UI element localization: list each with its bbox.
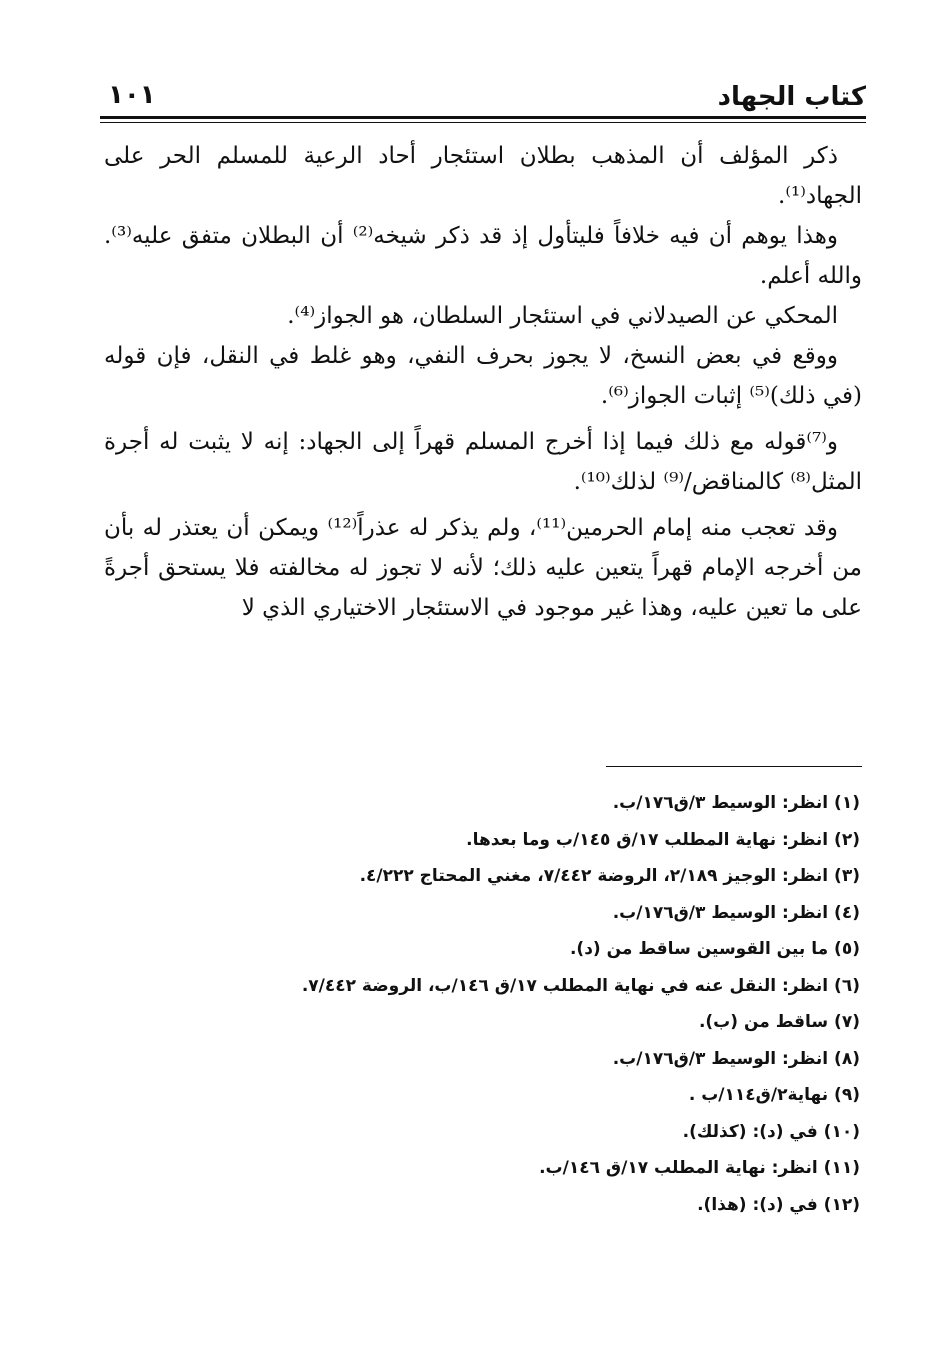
footnote-separator <box>606 766 862 767</box>
footnote: (١) انظر: الوسيط ٣/ق١٧٦/ب. <box>612 793 860 813</box>
paragraph: ووقع في بعض النسخ، لا يجوز بحرف النفي، وهو غلط في النقل، فإن قوله (في ذلك)⁽⁵⁾ إثبات الجواز⁽⁶⁾. <box>104 343 862 409</box>
footnote: (١١) انظر: نهاية المطلب ١٧/ق ١٤٦/ب. <box>539 1158 860 1178</box>
footnote: (٦) انظر: النقل عنه في نهاية المطلب ١٧/ق ١٤٦/ب، الروضة ٧/٤٤٢. <box>301 975 860 996</box>
page-number: ١٠١ <box>108 80 156 110</box>
footnote: (٤) انظر: الوسيط ٣/ق١٧٦/ب. <box>612 902 860 923</box>
footnote: (٩) نهاية٢/ق١١٤/ب . <box>688 1085 860 1105</box>
footnote: (٢) انظر: نهاية المطلب ١٧/ق ١٤٥/ب وما بعدها. <box>466 829 860 850</box>
paragraph: وقد تعجب منه إمام الحرمين⁽¹¹⁾، ولم يذكر له عذراً⁽¹²⁾ ويمكن أن يعتذر له بأن من أخرجه الإمام قهراً يتعين عليه ذلك؛ لأنه لا تجوز له مخالفته فلا يستحق أجرةً على ما تعين عليه، وهذا غير موجود في الاستئجار الاختياري الذي لا <box>104 515 862 621</box>
footnotes <box>200 785 860 1223</box>
header-rule-thick <box>100 116 866 119</box>
paragraph: المحكي عن الصيدلاني في استئجار السلطان، هو الجواز⁽⁴⁾. <box>287 303 838 329</box>
header-rule-thin <box>100 122 866 123</box>
paragraph: ذكر المؤلف أن المذهب بطلان استئجار أحاد الرعية للمسلم الحر على الجهاد⁽¹⁾. <box>104 143 862 209</box>
running-title: كتاب الجهاد <box>717 82 866 112</box>
footnote: (٨) انظر: الوسيط ٣/ق١٧٦/ب. <box>612 1048 860 1069</box>
footnote: (١٢) في (د): (هذا). <box>697 1194 860 1215</box>
paragraph: وهذا يوهم أن فيه خلافاً فليتأول إذ قد ذكر شيخه⁽²⁾ أن البطلان متفق عليه⁽³⁾. والله أعلم. <box>104 223 862 289</box>
paragraph: و⁽⁷⁾قوله مع ذلك فيما إذا أخرج المسلم قهراً إلى الجهاد: إنه لا يثبت له أجرة المثل⁽⁸⁾ كالمناقض/⁽⁹⁾ لذلك⁽¹⁰⁾. <box>104 429 862 495</box>
main-text <box>104 136 862 628</box>
footnote: (٣) انظر: الوجيز ٢/١٨٩، الروضة ٧/٤٤٢، مغني المحتاج ٤/٢٢٢. <box>359 866 860 886</box>
footnote: (٥) ما بين القوسين ساقط من (د). <box>569 939 860 959</box>
footnote: (٧) ساقط من (ب). <box>698 1012 860 1032</box>
footnote: (١٠) في (د): (كذلك). <box>682 1121 860 1142</box>
page-header <box>100 78 866 118</box>
